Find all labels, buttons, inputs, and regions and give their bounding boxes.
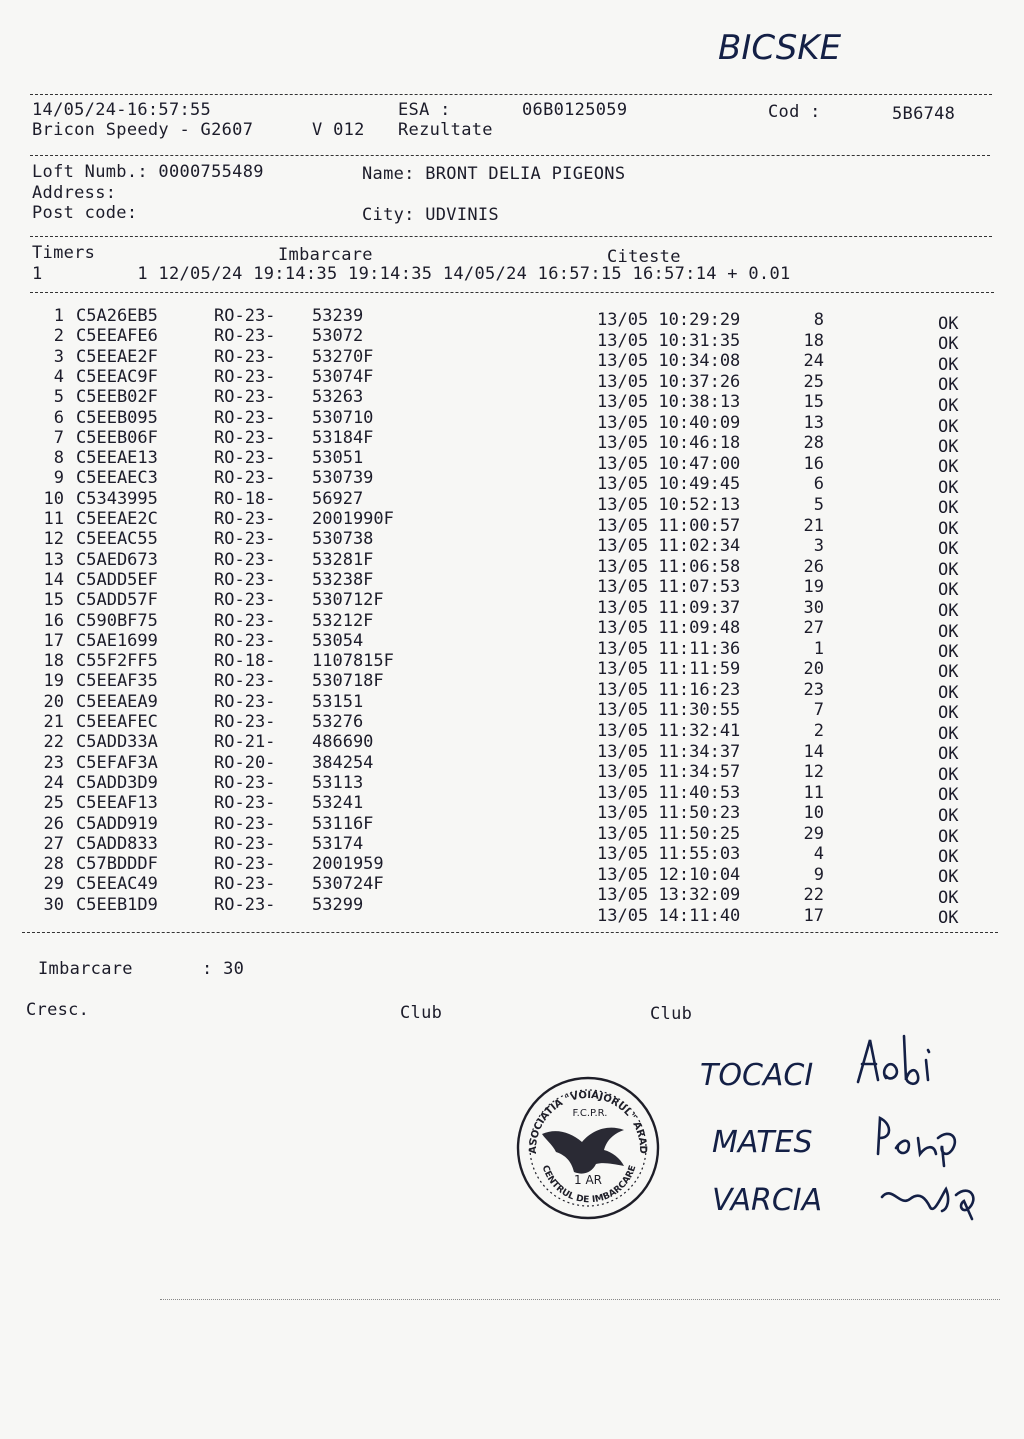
place-number: 11	[43, 509, 64, 529]
place-number: 6	[53, 407, 64, 428]
table-row	[0, 346, 1024, 375]
ring-number: 530718F	[312, 671, 384, 692]
ring-number: 53051	[312, 448, 364, 469]
ring-number: 53184F	[312, 427, 374, 448]
divider	[30, 292, 994, 293]
position: 20	[803, 659, 824, 680]
arrival-time: 13/05 11:11:59	[597, 659, 741, 680]
status-ok: OK	[938, 682, 959, 703]
place-number: 26	[43, 813, 64, 834]
handwritten-name-1: TOCACI	[700, 1058, 814, 1093]
status-ok: OK	[938, 436, 959, 457]
place-number: 3	[53, 346, 64, 367]
place-number: 30	[43, 894, 64, 915]
arrival-time: 13/05 10:46:18	[597, 433, 741, 454]
chip-code: C5EEB1D9	[76, 894, 158, 915]
signature-1	[850, 1030, 940, 1090]
arrival-time: 13/05 11:06:58	[597, 556, 741, 577]
status-ok: OK	[938, 334, 959, 355]
esa-label: ESA :	[398, 100, 451, 120]
chip-code: C55F2FF5	[76, 651, 158, 672]
chip-code: C5EEB06F	[76, 427, 158, 448]
arrival-time: 13/05 11:30:55	[597, 700, 741, 721]
ring-number: 486690	[312, 732, 374, 753]
ring-series: RO-23-	[214, 509, 276, 529]
status-ok: OK	[938, 846, 959, 867]
arrival-time: 13/05 11:09:37	[597, 597, 741, 618]
status-ok: OK	[938, 764, 959, 785]
arrival-time: 13/05 13:32:09	[597, 885, 741, 906]
ring-series: RO-20-	[214, 752, 276, 773]
place-number: 20	[43, 691, 64, 712]
status-ok: OK	[938, 744, 959, 765]
chip-code: C5EEAFE6	[76, 326, 158, 347]
loft-address: Address:	[32, 183, 117, 203]
position: 3	[813, 536, 824, 557]
place-number: 29	[43, 874, 64, 895]
arrival-time: 13/05 11:50:23	[597, 803, 741, 824]
arrival-time: 13/05 11:40:53	[597, 782, 741, 803]
chip-code: C5EEB02F	[76, 387, 158, 408]
arrival-time: 13/05 10:34:08	[597, 351, 741, 372]
position: 4	[813, 844, 824, 865]
arrival-time: 13/05 10:31:35	[597, 330, 741, 351]
table-row	[0, 468, 1024, 498]
imbarcare-total-value: : 30	[202, 959, 245, 979]
position: 10	[803, 803, 824, 824]
place-number: 22	[43, 732, 64, 753]
cod-value: 5B6748	[892, 104, 956, 124]
signature-2	[868, 1108, 968, 1168]
position: 30	[803, 597, 824, 618]
chip-code: C5EEAF35	[76, 671, 158, 692]
dove-icon	[542, 1128, 624, 1174]
ring-series: RO-23-	[214, 874, 276, 895]
table-row	[0, 306, 1024, 334]
chip-code: C5EEAFEC	[76, 712, 158, 732]
position: 5	[813, 494, 824, 515]
position: 18	[803, 330, 824, 351]
position: 6	[813, 474, 824, 495]
chip-code: C5EEAE13	[76, 448, 158, 469]
ring-number: 56927	[312, 488, 364, 509]
chip-code: C5ADD3D9	[76, 772, 158, 793]
stamp-text-federation: F.C.P.R.	[572, 1108, 608, 1119]
ring-number: 530710	[312, 407, 374, 428]
loft-number: Loft Numb.: 0000755489	[32, 162, 264, 182]
loft-city: City: UDVINIS	[362, 205, 499, 225]
ring-series: RO-23-	[214, 590, 276, 611]
position: 27	[803, 618, 824, 639]
ring-series: RO-23-	[214, 448, 276, 469]
divider	[30, 155, 990, 156]
ring-series: RO-23-	[214, 529, 276, 550]
ring-number: 53270F	[312, 346, 374, 367]
place-number: 27	[43, 833, 64, 854]
position: 2	[813, 721, 824, 741]
signature-3	[876, 1175, 986, 1225]
position: 13	[803, 412, 824, 433]
arrival-time: 13/05 10:40:09	[597, 412, 741, 433]
status-ok: OK	[938, 519, 959, 539]
loft-name: Name: BRONT DELIA PIGEONS	[362, 164, 626, 184]
ring-number: 530724F	[312, 874, 384, 895]
report-title: Rezultate	[398, 120, 493, 140]
ring-number: 53299	[312, 894, 364, 915]
timers-header: Timers	[32, 243, 96, 263]
place-number: 21	[43, 712, 64, 732]
ring-series: RO-23-	[214, 772, 276, 793]
chip-code: C5343995	[76, 488, 158, 509]
arrival-time: 13/05 11:32:41	[597, 721, 741, 741]
status-ok: OK	[938, 785, 959, 806]
chip-code: C5ADD919	[76, 813, 158, 834]
table-row	[0, 894, 1024, 929]
stamp-text-bottom: CENTRUL DE IMBARCARE	[539, 1164, 639, 1206]
device-name: Bricon Speedy - G2607	[32, 120, 254, 140]
arrival-time: 13/05 10:38:13	[597, 392, 741, 413]
arrival-time: 13/05 10:37:26	[597, 371, 741, 392]
status-ok: OK	[938, 600, 959, 621]
place-number: 13	[43, 549, 64, 570]
place-number: 25	[43, 793, 64, 814]
ring-number: 53276	[312, 712, 364, 732]
position: 9	[813, 864, 824, 885]
position: 26	[803, 556, 824, 577]
place-number: 9	[53, 468, 64, 489]
ring-number: 2001990F	[312, 509, 394, 529]
position: 8	[813, 310, 824, 330]
position: 29	[803, 823, 824, 844]
chip-code: C5EFAF3A	[76, 752, 158, 773]
status-ok: OK	[938, 805, 959, 826]
chip-code: C5AE1699	[76, 630, 158, 651]
ring-series: RO-23-	[214, 407, 276, 428]
position: 19	[803, 577, 824, 598]
chip-code: C5EEAEC3	[76, 468, 158, 489]
status-ok: OK	[938, 641, 959, 662]
arrival-time: 13/05 11:00:57	[597, 515, 741, 536]
status-ok: OK	[938, 887, 959, 908]
ring-series: RO-23-	[214, 894, 276, 915]
chip-code: C5EEAC9F	[76, 366, 158, 387]
status-ok: OK	[938, 395, 959, 416]
citeste-header: Citeste	[607, 247, 681, 267]
chip-code: C5ADD833	[76, 833, 158, 854]
table-row	[0, 366, 1024, 396]
ring-series: RO-23-	[214, 630, 276, 651]
arrival-time: 13/05 11:11:36	[597, 638, 741, 659]
divider	[30, 94, 992, 95]
arrival-time: 13/05 11:50:25	[597, 823, 741, 844]
table-row	[0, 448, 1024, 478]
divider	[22, 932, 998, 933]
arrival-time: 13/05 12:10:04	[597, 864, 741, 885]
ring-series: RO-21-	[214, 732, 276, 753]
loft-postcode: Post code:	[32, 203, 138, 223]
arrival-time: 13/05 10:47:00	[597, 453, 741, 474]
table-row	[0, 387, 1024, 416]
arrival-time: 13/05 10:49:45	[597, 474, 741, 495]
device-version: V 012	[312, 120, 365, 140]
table-row	[0, 427, 1024, 457]
chip-code: C5EEAF13	[76, 793, 158, 814]
place-number: 19	[43, 671, 64, 692]
ring-series: RO-23-	[214, 326, 276, 347]
status-ok: OK	[938, 908, 959, 929]
ring-number: 53281F	[312, 549, 374, 570]
status-ok: OK	[938, 416, 959, 437]
arrival-time: 13/05 11:09:48	[597, 618, 741, 639]
status-ok: OK	[938, 477, 959, 498]
status-ok: OK	[938, 662, 959, 683]
imbarcare-total-label: Imbarcare	[38, 959, 133, 979]
ring-series: RO-23-	[214, 813, 276, 834]
ring-number: 530739	[312, 468, 374, 489]
place-number: 28	[43, 854, 64, 875]
place-number: 14	[43, 569, 64, 590]
arrival-time: 13/05 11:02:34	[597, 536, 741, 557]
ring-series: RO-23-	[214, 549, 276, 570]
chip-code: C5EEAC55	[76, 529, 158, 550]
ring-number: 53239	[312, 306, 364, 326]
arrival-time: 13/05 10:52:13	[597, 494, 741, 515]
chip-code: C590BF75	[76, 610, 158, 631]
position: 25	[803, 371, 824, 392]
ring-number: 2001959	[312, 854, 384, 875]
ring-number: 1107815F	[312, 651, 394, 672]
ring-number: 53116F	[312, 813, 374, 834]
arrival-time: 13/05 14:11:40	[597, 905, 741, 926]
place-number: 16	[43, 610, 64, 631]
ring-number: 53238F	[312, 569, 374, 590]
ring-series: RO-23-	[214, 387, 276, 408]
status-ok: OK	[938, 826, 959, 847]
place-number: 24	[43, 772, 64, 793]
club-stamp	[512, 1072, 662, 1222]
arrival-time: 13/05 11:34:37	[597, 741, 741, 762]
place-number: 10	[43, 488, 64, 509]
ring-number: 53263	[312, 387, 364, 408]
status-ok: OK	[938, 498, 959, 519]
place-number: 1	[53, 306, 64, 326]
table-row	[0, 407, 1024, 437]
stamp-text-code: 1 AR	[574, 1173, 602, 1187]
arrival-time: 13/05 11:34:57	[597, 762, 741, 783]
handwritten-name-2: MATES	[712, 1125, 813, 1160]
arrival-time: 13/05 11:55:03	[597, 844, 741, 865]
position: 7	[813, 700, 824, 721]
status-ok: OK	[938, 457, 959, 478]
position: 17	[803, 905, 824, 926]
arrival-time: 13/05 11:07:53	[597, 577, 741, 598]
status-ok: OK	[938, 354, 959, 375]
divider	[30, 236, 992, 237]
faint-divider	[160, 1299, 1000, 1300]
position: 1	[813, 638, 824, 659]
ring-series: RO-23-	[214, 610, 276, 631]
arrival-time: 13/05 10:29:29	[597, 310, 741, 330]
ring-series: RO-23-	[214, 691, 276, 712]
ring-number: 53212F	[312, 610, 374, 631]
arrival-time: 13/05 11:16:23	[597, 679, 741, 700]
handwritten-name-3: VARCIA	[712, 1183, 823, 1218]
club-label-1: Club	[400, 1003, 443, 1023]
cod-label: Cod :	[768, 102, 821, 122]
table-row	[0, 326, 1024, 355]
table-row	[0, 509, 1024, 539]
ring-series: RO-23-	[214, 569, 276, 590]
ring-number: 53241	[312, 793, 364, 814]
chip-code: C5AED673	[76, 549, 158, 570]
ring-number: 53174	[312, 833, 364, 854]
ring-series: RO-23-	[214, 712, 276, 732]
ring-series: RO-18-	[214, 651, 276, 672]
status-ok: OK	[938, 703, 959, 724]
place-number: 17	[43, 630, 64, 651]
place-number: 15	[43, 590, 64, 611]
chip-code: C57BDDDF	[76, 854, 158, 875]
place-number: 18	[43, 651, 64, 672]
esa-value: 06B0125059	[522, 100, 628, 120]
chip-code: C5EEAEA9	[76, 691, 158, 712]
handwritten-location: BICSKE	[718, 28, 842, 68]
place-number: 12	[43, 529, 64, 550]
print-datetime: 14/05/24-16:57:55	[32, 100, 212, 120]
status-ok: OK	[938, 559, 959, 580]
ring-number: 530738	[312, 529, 374, 550]
position: 28	[803, 433, 824, 454]
status-ok: OK	[938, 375, 959, 396]
stamp-text-top: ASOCIATIA "VOIAJORUL" ARAD	[527, 1089, 649, 1154]
status-ok: OK	[938, 724, 959, 744]
ring-number: 53072	[312, 326, 364, 347]
ring-series: RO-18-	[214, 488, 276, 509]
ring-series: RO-23-	[214, 793, 276, 814]
crescator-label: Cresc.	[26, 1000, 90, 1020]
timers-row: 1 1 12/05/24 19:14:35 19:14:35 14/05/24 16:57:15 16:57:14 + 0.01	[32, 264, 791, 284]
ring-series: RO-23-	[214, 427, 276, 448]
position: 11	[803, 782, 824, 803]
status-ok: OK	[938, 867, 959, 888]
chip-code: C5ADD57F	[76, 590, 158, 611]
ring-series: RO-23-	[214, 671, 276, 692]
chip-code: C5ADD5EF	[76, 569, 158, 590]
ring-series: RO-23-	[214, 833, 276, 854]
ring-series: RO-23-	[214, 468, 276, 489]
chip-code: C5EEAE2C	[76, 509, 158, 529]
chip-code: C5EEB095	[76, 407, 158, 428]
chip-code: C5EEAC49	[76, 874, 158, 895]
status-ok: OK	[938, 539, 959, 560]
ring-number: 384254	[312, 752, 374, 773]
position: 15	[803, 392, 824, 413]
ring-number: 53054	[312, 630, 364, 651]
position: 14	[803, 741, 824, 762]
ring-series: RO-23-	[214, 366, 276, 387]
position: 22	[803, 885, 824, 906]
status-ok: OK	[938, 314, 959, 334]
ring-series: RO-23-	[214, 346, 276, 367]
position: 24	[803, 351, 824, 372]
imbarcare-header: Imbarcare	[278, 245, 373, 265]
ring-number: 53151	[312, 691, 364, 712]
place-number: 2	[53, 326, 64, 347]
position: 23	[803, 679, 824, 700]
ring-number: 53074F	[312, 366, 374, 387]
ring-number: 53113	[312, 772, 364, 793]
status-ok: OK	[938, 621, 959, 642]
chip-code: C5A26EB5	[76, 306, 158, 326]
place-number: 7	[53, 427, 64, 448]
place-number: 8	[53, 448, 64, 469]
status-ok: OK	[938, 580, 959, 601]
position: 16	[803, 453, 824, 474]
place-number: 23	[43, 752, 64, 773]
chip-code: C5ADD33A	[76, 732, 158, 753]
chip-code: C5EEAE2F	[76, 346, 158, 367]
place-number: 5	[53, 387, 64, 408]
ring-series: RO-23-	[214, 306, 276, 326]
ring-series: RO-23-	[214, 854, 276, 875]
place-number: 4	[53, 366, 64, 387]
club-label-2: Club	[650, 1004, 693, 1024]
position: 21	[803, 515, 824, 536]
position: 12	[803, 762, 824, 783]
ring-number: 530712F	[312, 590, 384, 611]
